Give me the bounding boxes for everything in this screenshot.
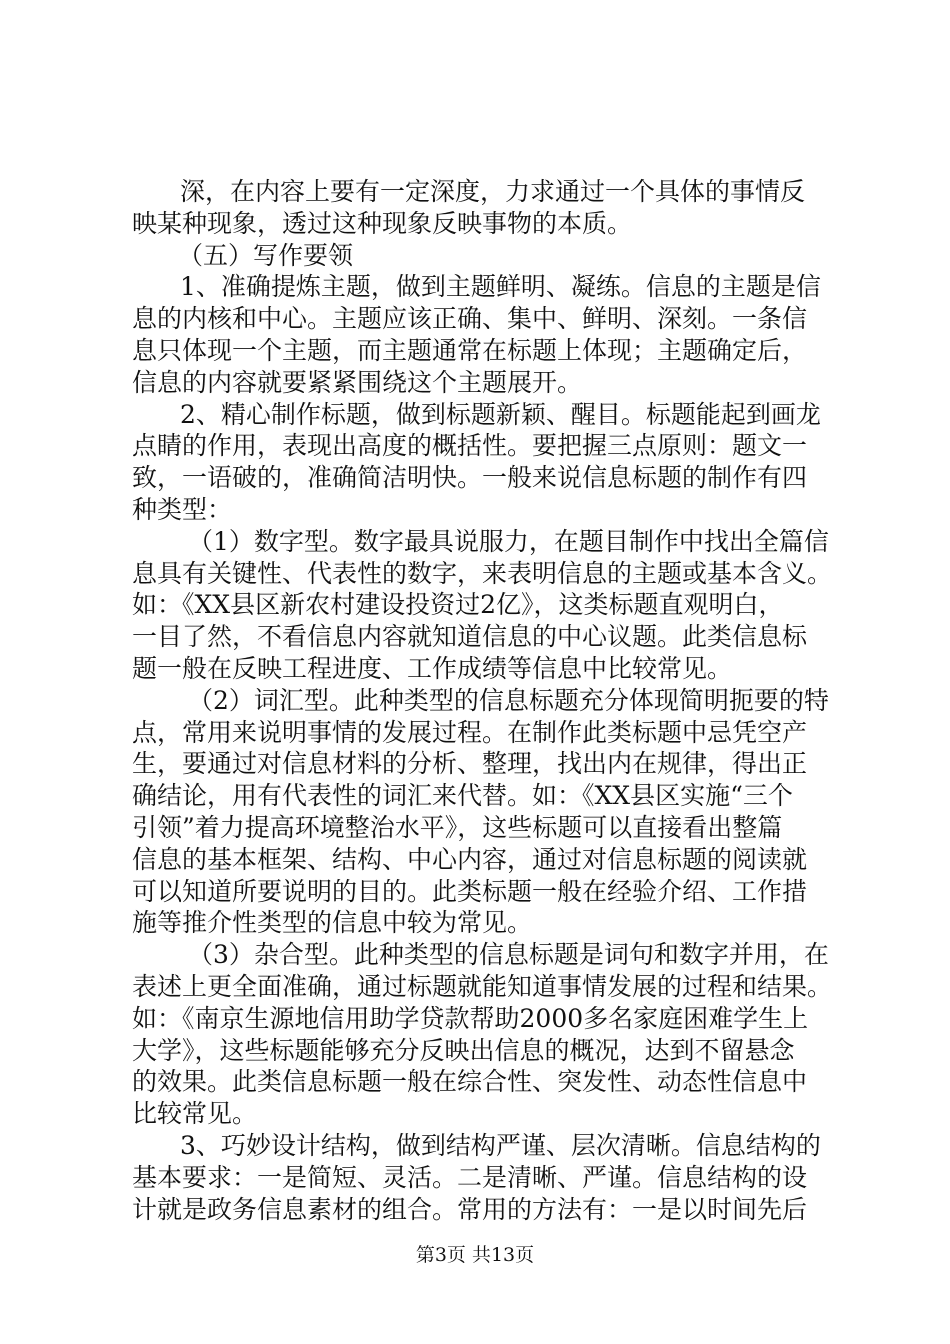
- text-line: 1、准确提炼主题，做到主题鲜明、凝练。信息的主题是信: [180, 272, 821, 302]
- text-line: 种类型：: [132, 494, 233, 524]
- text-line: 息的内核和中心。主题应该正确、集中、鲜明、深刻。一条信: [132, 304, 808, 334]
- text-line: （2）词汇型。此种类型的信息标题充分体现简明扼要的特: [188, 685, 829, 715]
- text-line: 2、精心制作标题，做到标题新颖、醒目。标题能起到画龙: [180, 399, 821, 429]
- text-line: 深，在内容上要有一定深度，力求通过一个具体的事情反: [180, 177, 806, 206]
- text-line: 点睛的作用，表现出高度的概括性。要把握三点原则：题文一: [132, 431, 808, 461]
- text-line: 映某种现象，透过这种现象反映事物的本质。: [132, 208, 633, 238]
- text-line: 施等推介性类型的信息中较为常见。: [132, 908, 533, 938]
- text-line: 的效果。此类信息标题一般在综合性、突发性、动态性信息中: [132, 1067, 808, 1097]
- document-body: [132, 176, 842, 1225]
- text-line: 信息的基本框架、结构、中心内容，通过对信息标题的阅读就: [132, 844, 808, 874]
- text-line: （1）数字型。数字最具说服力，在题目制作中找出全篇信: [188, 526, 829, 556]
- text-line: 点，常用来说明事情的发展过程。在制作此类标题中忌凭空产: [132, 717, 808, 747]
- text-line: 计就是政务信息素材的组合。常用的方法有：一是以时间先后: [132, 1194, 808, 1224]
- text-line: 引领”着力提高环境整治水平》，这些标题可以直接看出整篇: [132, 812, 783, 842]
- text-line: （3）杂合型。此种类型的信息标题是词句和数字并用，在: [188, 940, 829, 970]
- text-line: （五）写作要领: [178, 240, 354, 270]
- text-line: 可以知道所要说明的目的。此类标题一般在经验介绍、工作措: [132, 876, 808, 906]
- text-line: 3、巧妙设计结构，做到结构严谨、层次清晰。信息结构的: [180, 1130, 821, 1160]
- text-line: 确结论，用有代表性的词汇来代替。如：《XX县区实施“三个: [132, 781, 793, 811]
- text-line: 比较常见。: [132, 1099, 258, 1129]
- text-line: 如：《南京生源地信用助学贷款帮助2000多名家庭困难学生上: [132, 1003, 809, 1033]
- text-line: 息只体现一个主题，而主题通常在标题上体现；主题确定后，: [132, 335, 808, 365]
- text-line: 表述上更全面准确，通过标题就能知道事情发展的过程和结果。: [132, 971, 833, 1001]
- text-line: 大学》，这些标题能够充分反映出信息的概况，达到不留悬念: [132, 1035, 795, 1065]
- text-line: 信息的内容就要紧紧围绕这个主题展开。: [132, 367, 583, 397]
- page-footer: 第3页 共13页: [415, 1244, 535, 1266]
- text-line: 基本要求：一是简短、灵活。二是清晰、严谨。信息结构的设: [132, 1162, 808, 1192]
- text-line: 一目了然，不看信息内容就知道信息的中心议题。此类信息标: [132, 622, 808, 652]
- text-line: 生，要通过对信息材料的分析、整理，找出内在规律，得出正: [132, 749, 808, 779]
- text-line: 如：《XX县区新农村建设投资过2亿》，这类标题直观明白，: [132, 590, 784, 620]
- text-line: 息具有关键性、代表性的数字，来表明信息的主题或基本含义。: [132, 558, 833, 588]
- text-line: 题一般在反映工程进度、工作成绩等信息中比较常见。: [132, 653, 733, 683]
- text-line: 致，一语破的，准确简洁明快。一般来说信息标题的制作有四: [132, 463, 808, 493]
